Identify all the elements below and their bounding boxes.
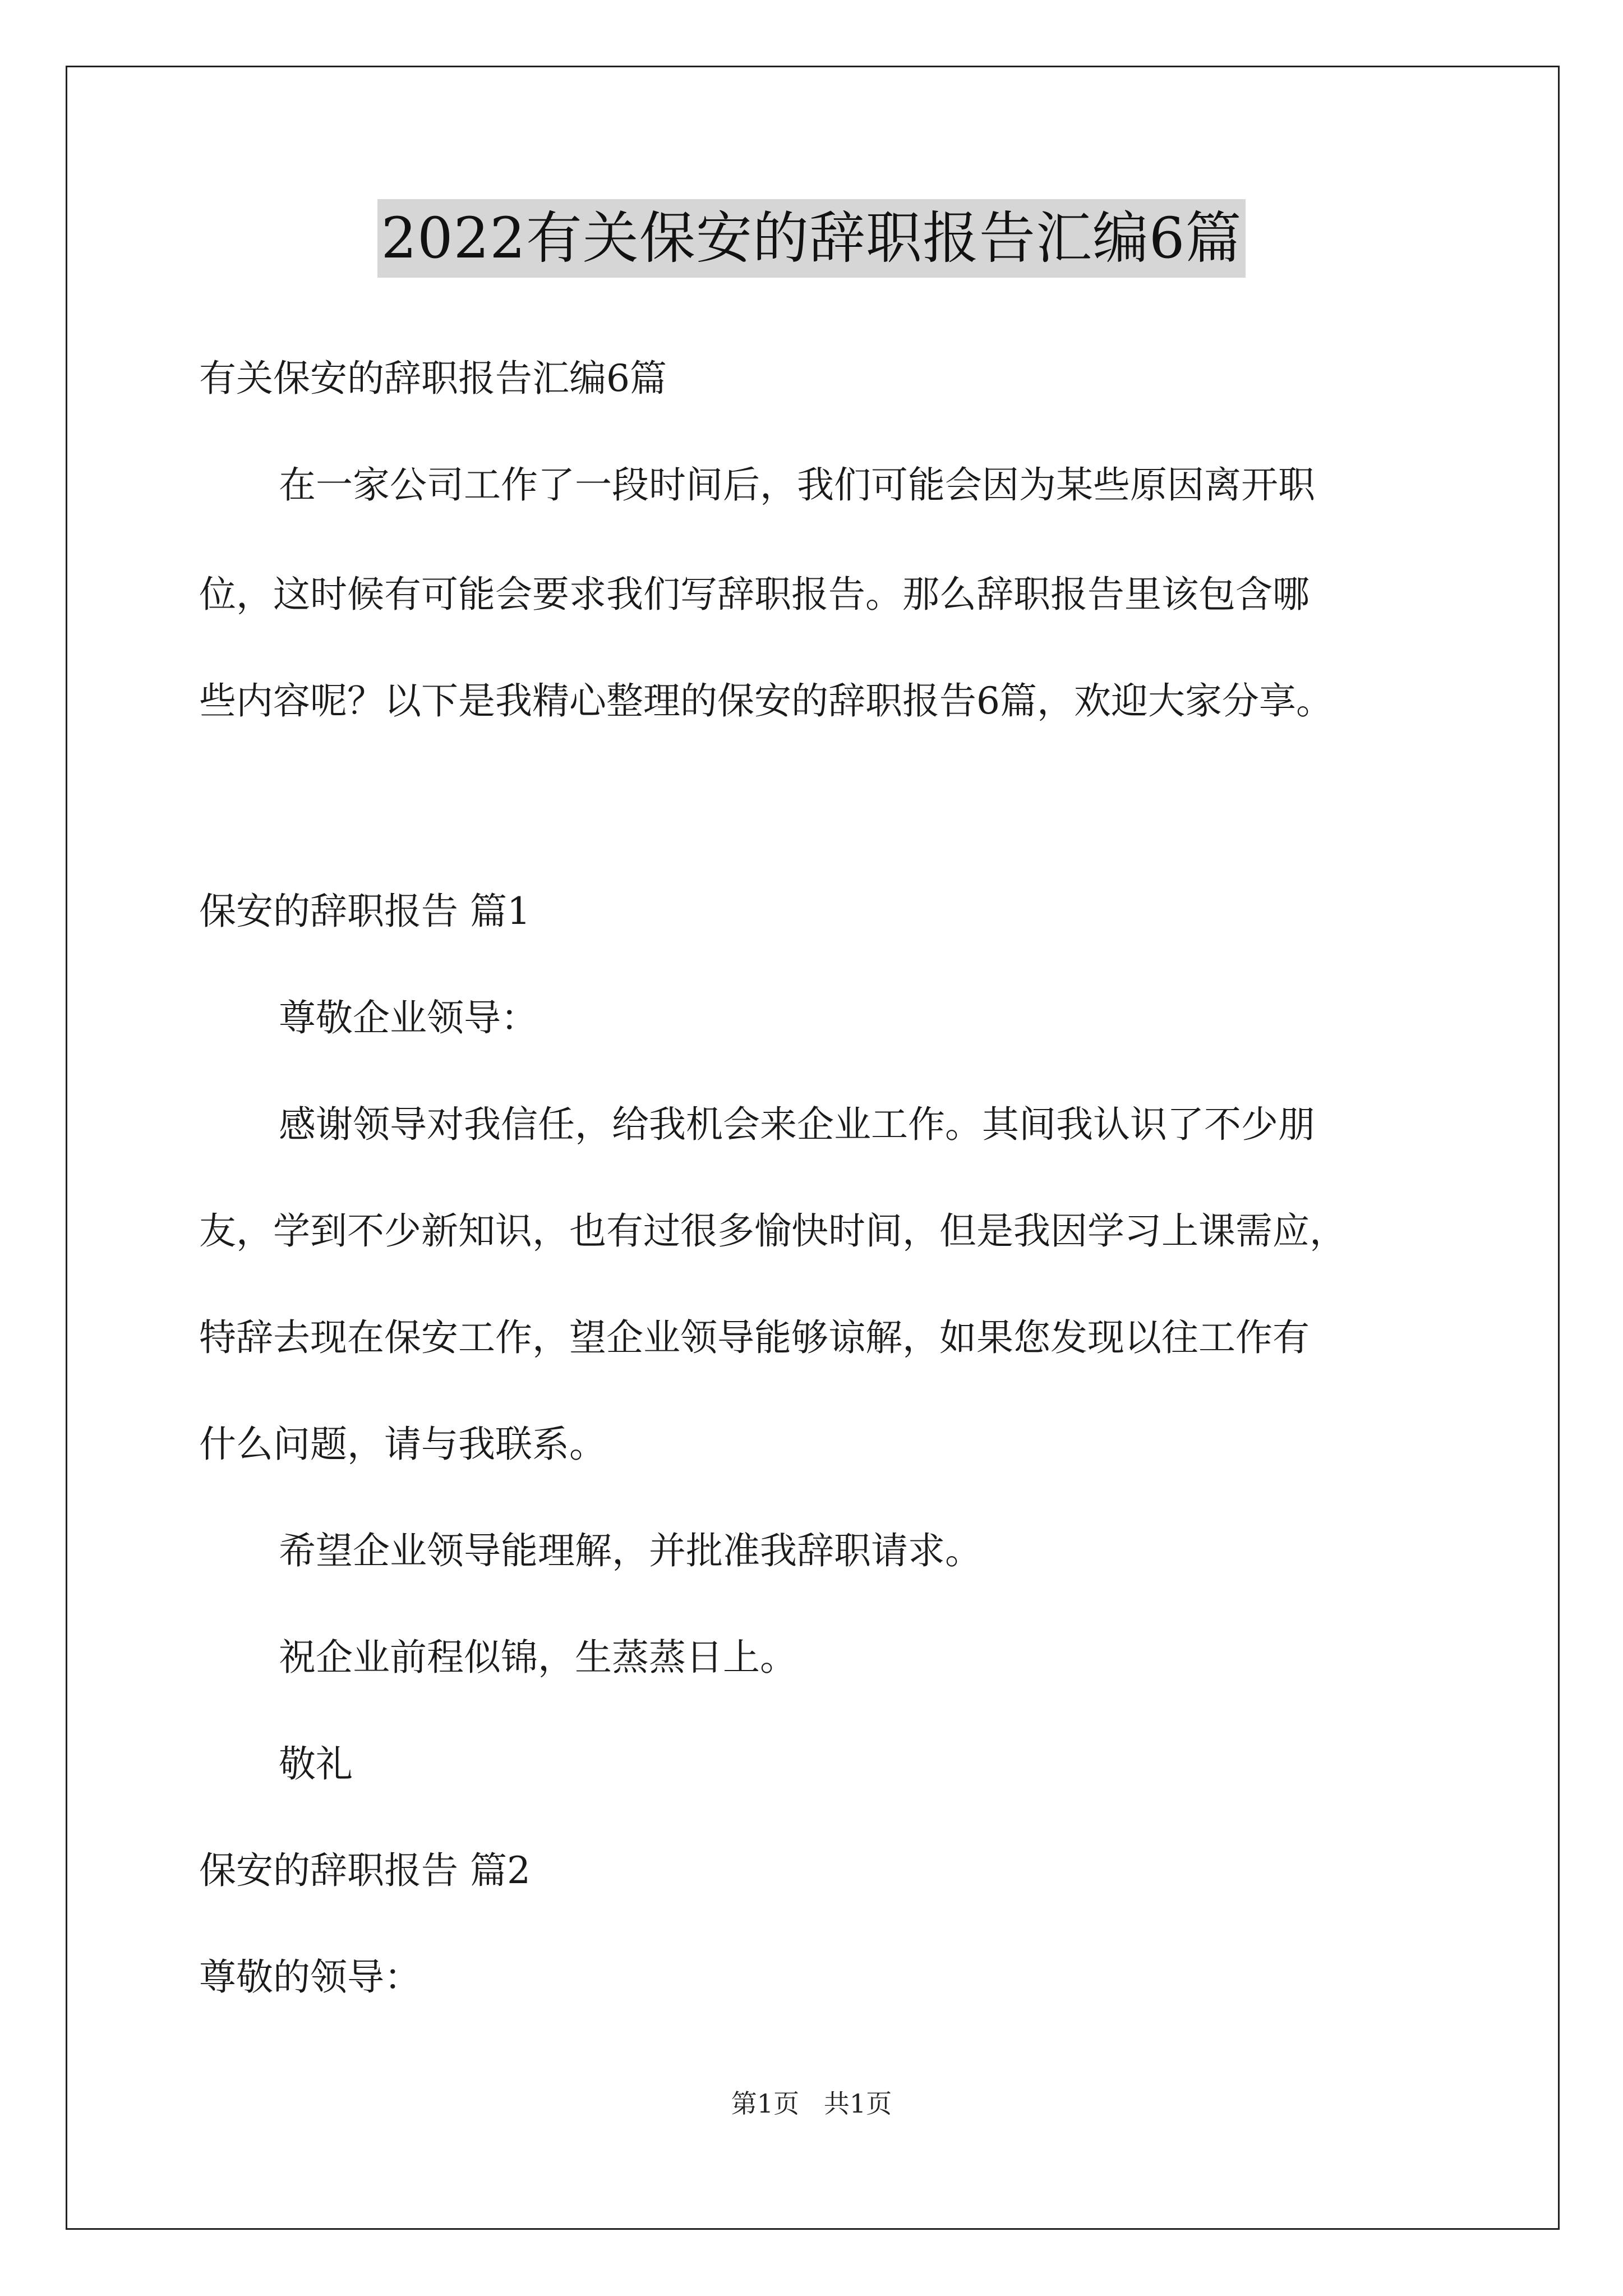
section2-heading: 保安的辞职报告 篇2 [199, 1849, 531, 1892]
section1-closing: 敬礼 [279, 1742, 353, 1786]
intro-line-3: 些内容呢？以下是我精心整理的保安的辞职报告6篇，欢迎大家分享。 [199, 679, 1333, 723]
page-footer: 第1页 共1页 [731, 2088, 892, 2119]
section1-paragraph-3: 祝企业前程似锦，生蒸蒸日上。 [279, 1636, 797, 1679]
intro-line-2: 位，这时候有可能会要求我们写辞职报告。那么辞职报告里该包含哪 [199, 573, 1310, 616]
section1-body-line-1: 感谢领导对我信任，给我机会来企业工作。其间我认识了不少朋 [279, 1103, 1315, 1146]
section1-paragraph-2: 希望企业领导能理解，并批准我辞职请求。 [279, 1529, 982, 1572]
section1-body-line-2: 友，学到不少新知识，也有过很多愉快时间，但是我因学习上课需应， [199, 1209, 1347, 1253]
section1-salutation: 尊敬企业领导： [279, 996, 538, 1039]
section2-salutation: 尊敬的领导： [199, 1955, 421, 1999]
title-container [0, 199, 1623, 278]
section1-body-line-3: 特辞去现在保安工作，望企业领导能够谅解，如果您发现以往工作有 [199, 1316, 1310, 1359]
document-title: 2022有关保安的辞职报告汇编6篇 [377, 199, 1245, 278]
section1-body-line-4: 什么问题，请与我联系。 [199, 1423, 606, 1466]
intro-line-1: 在一家公司工作了一段时间后，我们可能会因为某些原因离开职 [279, 463, 1315, 507]
section1-heading: 保安的辞职报告 篇1 [199, 890, 531, 933]
document-subtitle: 有关保安的辞职报告汇编6篇 [199, 357, 667, 400]
